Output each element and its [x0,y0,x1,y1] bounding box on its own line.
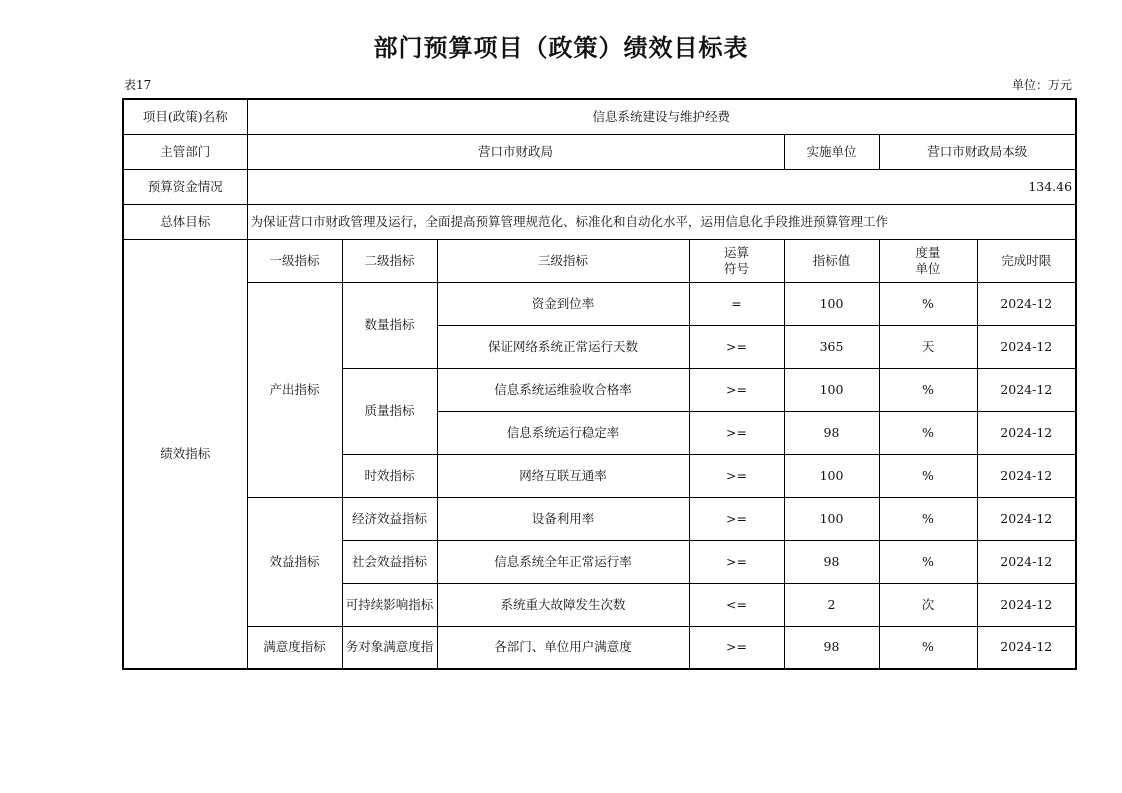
indicator-deadline: 2024-12 [977,368,1076,411]
indicator-unit: 天 [879,325,977,368]
indicator-name: 信息系统全年正常运行率 [437,540,689,583]
table-row [123,626,1076,669]
header-level3: 三级指标 [437,239,689,282]
indicator-unit: % [879,454,977,497]
header-level1: 一级指标 [247,239,342,282]
header-value: 指标值 [784,239,879,282]
indicator-name: 网络互联互通率 [437,454,689,497]
implementing-unit-label: 实施单位 [784,134,879,169]
indicator-value: 98 [784,411,879,454]
subgroup-service: 务对象满意度指 [342,626,437,669]
table-row [123,497,1076,540]
header-deadline: 完成时限 [977,239,1076,282]
department-value: 营口市财政局 [247,134,784,169]
group-satisfaction: 满意度指标 [247,626,342,669]
indicator-operator: >= [689,626,784,669]
indicator-value: 2 [784,583,879,626]
subgroup-social: 社会效益指标 [342,540,437,583]
header-level2: 二级指标 [342,239,437,282]
page-title: 部门预算项目（政策）绩效目标表 [373,34,749,62]
unit-label: 单位：万元 [1011,78,1072,92]
indicator-unit: % [879,497,977,540]
subgroup-quality: 质量指标 [342,368,437,454]
subgroup-sustainable: 可持续影响指标 [342,583,437,626]
performance-target-table [122,98,1077,670]
department-label: 主管部门 [123,134,247,169]
indicator-value: 100 [784,454,879,497]
indicator-name: 各部门、单位用户满意度 [437,626,689,669]
indicator-unit: % [879,626,977,669]
indicator-deadline: 2024-12 [977,325,1076,368]
indicator-deadline: 2024-12 [977,282,1076,325]
overall-goal-value: 为保证营口市财政管理及运行，全面提高预算管理规范化、标准化和自动化水平，运用信息化手段推进预算管理工作 [247,204,1076,239]
indicator-operator: <= [689,583,784,626]
indicator-name: 信息系统运维验收合格率 [437,368,689,411]
indicator-name: 信息系统运行稳定率 [437,411,689,454]
indicator-deadline: 2024-12 [977,411,1076,454]
header-operator: 运算 符号 [689,239,784,282]
subgroup-timeliness: 时效指标 [342,454,437,497]
indicator-value: 100 [784,282,879,325]
indicator-operator: >= [689,368,784,411]
project-name-row [123,99,1076,134]
indicator-operator: = [689,282,784,325]
budget-label: 预算资金情况 [123,169,247,204]
indicator-operator: >= [689,540,784,583]
subgroup-economic: 经济效益指标 [342,497,437,540]
group-benefit: 效益指标 [247,497,342,626]
indicator-deadline: 2024-12 [977,583,1076,626]
project-name-value: 信息系统建设与维护经费 [247,99,1076,134]
indicator-operator: >= [689,411,784,454]
indicator-operator: >= [689,454,784,497]
indicator-value: 100 [784,368,879,411]
indicator-operator: >= [689,497,784,540]
indicator-deadline: 2024-12 [977,454,1076,497]
indicator-unit: % [879,368,977,411]
budget-value: 134.46 [247,169,1076,204]
indicator-unit: 次 [879,583,977,626]
indicator-name: 保证网络系统正常运行天数 [437,325,689,368]
project-name-label: 项目(政策)名称 [123,99,247,134]
overall-goal-label: 总体目标 [123,204,247,239]
indicator-deadline: 2024-12 [977,626,1076,669]
indicator-unit: % [879,540,977,583]
performance-indicators-label: 绩效指标 [123,239,247,669]
subgroup-quantity: 数量指标 [342,282,437,368]
indicator-value: 365 [784,325,879,368]
department-row [123,134,1076,169]
indicator-unit: % [879,411,977,454]
indicator-value: 100 [784,497,879,540]
budget-row [123,169,1076,204]
header-unit: 度量 单位 [879,239,977,282]
overall-goal-row [123,204,1076,239]
indicator-header-row [123,239,1076,282]
indicator-value: 98 [784,540,879,583]
group-output: 产出指标 [247,282,342,497]
indicator-name: 资金到位率 [437,282,689,325]
implementing-unit-value: 营口市财政局本级 [879,134,1076,169]
indicator-unit: % [879,282,977,325]
indicator-deadline: 2024-12 [977,497,1076,540]
indicator-value: 98 [784,626,879,669]
table-row [123,282,1076,325]
indicator-operator: >= [689,325,784,368]
indicator-name: 系统重大故障发生次数 [437,583,689,626]
table-number: 表17 [124,78,152,92]
indicator-deadline: 2024-12 [977,540,1076,583]
indicator-name: 设备利用率 [437,497,689,540]
